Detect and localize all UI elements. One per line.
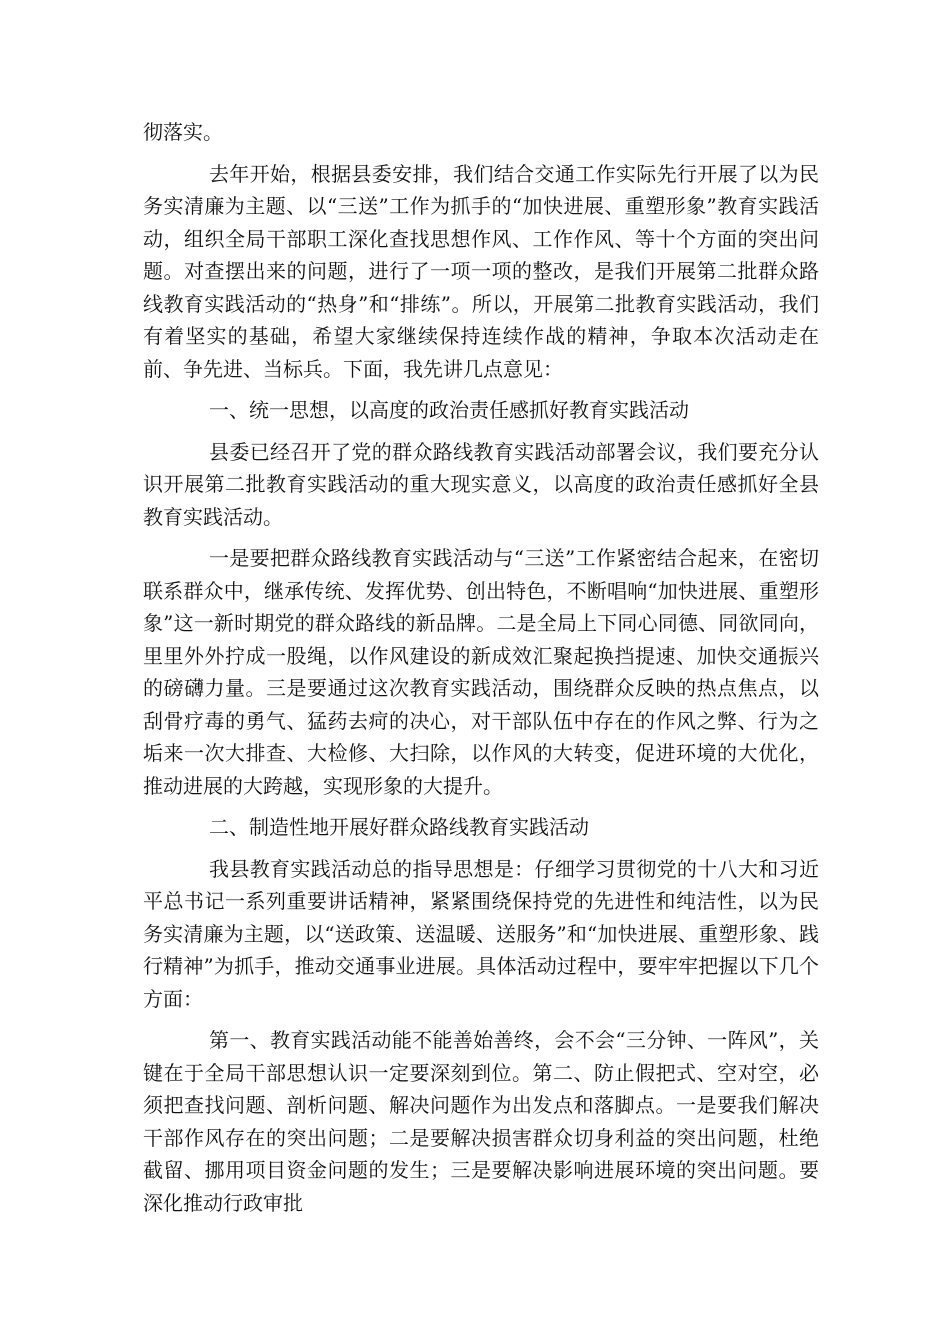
- paragraph-background: 去年开始，根据县委安排，我们结合交通工作实际先行开展了以为民务实清廉为主题、以“三送”工作为抓手的“加快进展、重塑形象”教育实践活动，组织全局干部职工深化查找思想作风、工作作风、等十个方面的突出问题。对查摆出来的问题，进行了一项一项的整改，是我们开展第二批群众路线教育实践活动的“热身”和“排练”。所以，开展第二批教育实践活动，我们有着坚实的基础，希望大家继续保持连续作战的精神，争取本次活动走在前、争先进、当标兵。下面，我先讲几点意见：: [143, 161, 819, 381]
- paragraph-county-meeting: 县委已经召开了党的群众路线教育实践活动部署会议，我们要充分认识开展第二批教育实践活动的重大现实意义，以高度的政治责任感抓好全县教育实践活动。: [143, 439, 819, 529]
- paragraph-three-points: 一是要把群众路线教育实践活动与“三送”工作紧密结合起来，在密切联系群众中，继承传统、发挥优势、创出特色，不断唱响“加快进展、重塑形象”这一新时期党的群众路线的新品牌。二是全局上下同心同德、同欲同向，里里外外拧成一股绳，以作风建设的新成效汇聚起换挡提速、加快交通振兴的磅礴力量。三是要通过这次教育实践活动，围绕群众反映的热点焦点，以刮骨疗毒的勇气、猛药去疴的决心，对干部队伍中存在的作风之弊、行为之垢来一次大排查、大检修、大扫除，以作风的大转变，促进环境的大优化，推动进展的大跨越，实现形象的大提升。: [143, 546, 819, 798]
- section-heading-1: 一、统一思想，以高度的政治责任感抓好教育实践活动: [209, 398, 689, 422]
- paragraph-guiding-thought: 我县教育实践活动总的指导思想是：仔细学习贯彻党的十八大和习近平总书记一系列重要讲话精神，紧紧围绕保持党的先进性和纯洁性，以为民务实清廉为主题，以“送政策、送温暖、送服务”和“加快进展、重塑形象、践行精神”为抓手，推动交通事业进展。具体活动过程中，要牢牢把握以下几个方面：: [143, 856, 819, 1011]
- section-heading-2: 二、制造性地开展好群众路线教育实践活动: [209, 815, 589, 839]
- paragraph-continuation: 彻落实。: [143, 120, 223, 144]
- document-body: [143, 116, 819, 1228]
- paragraph-first-second: 第一、教育实践活动能不能善始善终，会不会“三分钟、一阵风”，关键在于全局干部思想认识一定要深刻到位。第二、防止假把式、空对空，必须把查找问题、剖析问题、解决问题作为出发点和落脚点。一是要我们解决干部作风存在的突出问题；二是要解决损害群众切身利益的突出问题，杜绝截留、挪用项目资金问题的发生；三是要解决影响进展环境的突出问题。要深化推动行政审批: [143, 1028, 819, 1215]
